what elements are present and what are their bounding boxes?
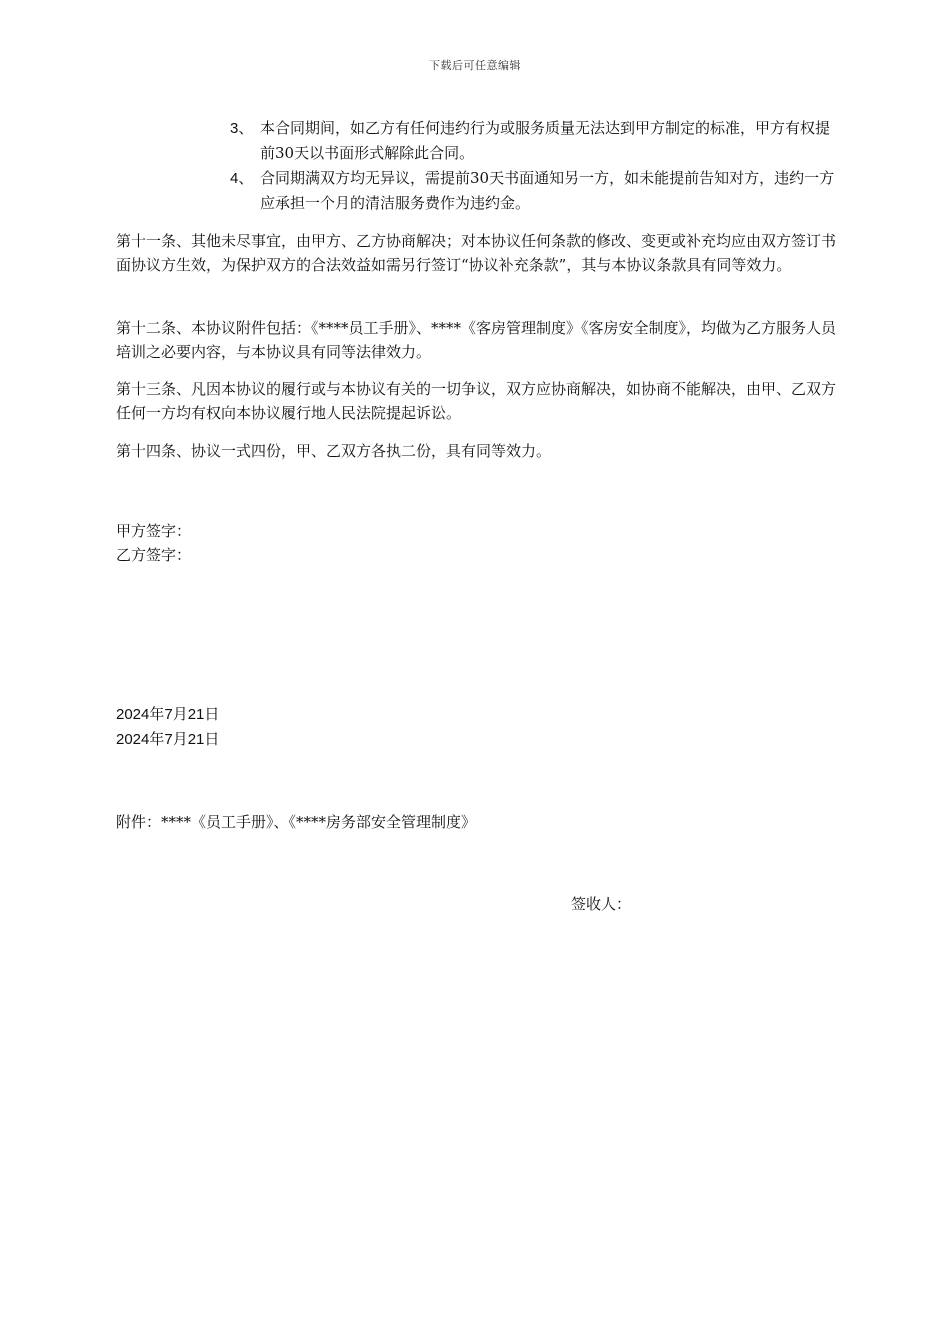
date-party-b: 2024年7月21日 (116, 731, 220, 748)
list-item-text: 合同期满双方均无异议，需提前30天书面通知另一方，如未能提前告知对方，违约一方应承担一个月的清洁服务费作为违约金。 (260, 169, 835, 212)
date-party-a: 2024年7月21日 (116, 706, 220, 723)
attachment-line: 附件：****《员工手册》、《****房务部安全管理制度》 (116, 813, 477, 831)
list-item-text: 本合同期间，如乙方有任何违约行为或服务质量无法达到甲方制定的标准，甲方有权提前30天以书面形式解除此合同。 (260, 119, 831, 162)
list-item-4 (230, 166, 840, 216)
list-item-number: 4、 (230, 170, 254, 187)
page-header-note: 下载后可任意编辑 (429, 59, 521, 72)
party-a-signature-label: 甲方签字： (116, 522, 192, 540)
list-item-3 (230, 116, 840, 166)
party-b-signature-label: 乙方签字： (116, 546, 192, 564)
list-item-number: 3、 (230, 120, 254, 137)
article-14: 第十四条、协议一式四份，甲、乙双方各执二份，具有同等效力。 (116, 442, 552, 460)
receiver-label: 签收人： (571, 895, 632, 913)
article-13: 第十三条、凡因本协议的履行或与本协议有关的一切争议，双方应协商解决，如协商不能解决，由甲、乙双方任何一方均有权向本协议履行地人民法院提起诉讼。 (116, 380, 837, 422)
article-11: 第十一条、其他未尽事宜，由甲方、乙方协商解决；对本协议任何条款的修改、变更或补充均应由双方签订书面协议方生效，为保护双方的合法效益如需另行签订“协议补充条款”，其与本协议条款具有同等效力。 (116, 232, 837, 274)
article-12: 第十二条、本协议附件包括：《****员工手册》、****《客房管理制度》《客房安全制度》，均做为乙方服务人员培训之必要内容，与本协议具有同等法律效力。 (116, 319, 837, 361)
